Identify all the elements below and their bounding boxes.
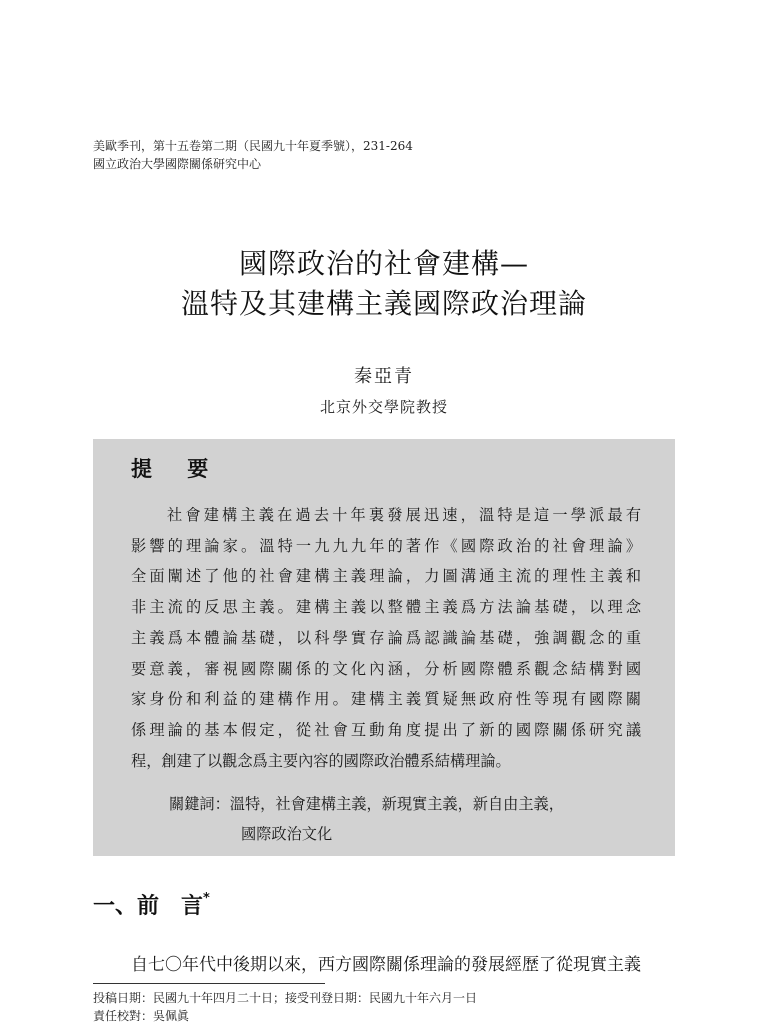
footnote-editor: 責任校對：吳佩眞 — [93, 1009, 190, 1023]
abstract-line: 家身份和利益的建構作用。建構主義質疑無政府性等現有國際關 — [131, 690, 641, 709]
footnote-submission-dates: 投稿日期：民國九十年四月二十日；接受刊登日期：民國九十年六月一日 — [93, 991, 478, 1005]
abstract-line: 社會建構主義在過去十年裏發展迅速，溫特是這一學派最有 — [167, 506, 641, 524]
article-title — [0, 244, 768, 324]
journal-citation: 美歐季刊，第十五卷第二期（民國九十年夏季號），231-264 — [93, 139, 413, 153]
abstract-line: 要意義，審視國際關係的文化內涵，分析國際體系觀念結構對國 — [131, 659, 641, 678]
abstract-line: 非主流的反思主義。建構主義以整體主義爲方法論基礎，以理念 — [131, 598, 641, 617]
title-line-1: 國際政治的社會建構— — [238, 247, 529, 280]
body-paragraph-line: 自七〇年代中後期以來，西方國際關係理論的發展經歷了從現實主義 — [131, 955, 641, 975]
abstract-box — [93, 439, 675, 856]
abstract-heading: 提 要 — [131, 457, 223, 481]
keywords — [169, 789, 564, 849]
title-line-2: 溫特及其建構主義國際政治理論 — [180, 287, 587, 320]
journal-institution: 國立政治大學國際關係研究中心 — [93, 157, 262, 171]
section-title: 一、前 言 — [93, 894, 204, 919]
journal-header — [93, 137, 413, 173]
keywords-line-1: 關鍵詞：溫特，社會建構主義，新現實主義，新自由主義， — [169, 795, 564, 813]
author-affiliation: 北京外交學院教授 — [319, 398, 448, 416]
abstract-line: 係理論的基本假定，從社會互動角度提出了新的國際關係研究議 — [131, 720, 641, 739]
footnote-marker: * — [203, 891, 210, 906]
author-name: 秦亞青 — [354, 366, 414, 387]
abstract-line: 程，創建了以觀念爲主要內容的國際政治體系結構理論。 — [131, 751, 511, 770]
section-heading — [93, 889, 210, 920]
abstract-line: 影響的理論家。溫特一九九九年的著作《國際政治的社會理論》 — [131, 536, 641, 555]
abstract-line: 主義爲本體論基礎，以科學實存論爲認識論基礎，強調觀念的重 — [131, 628, 641, 647]
keywords-line-2: 國際政治文化 — [241, 825, 333, 843]
footnotes — [93, 989, 477, 1025]
footnote-divider — [93, 983, 325, 984]
abstract-text — [131, 500, 641, 776]
abstract-line: 全面闡述了他的社會建構主義理論，力圖溝通主流的理性主義和 — [131, 567, 641, 586]
